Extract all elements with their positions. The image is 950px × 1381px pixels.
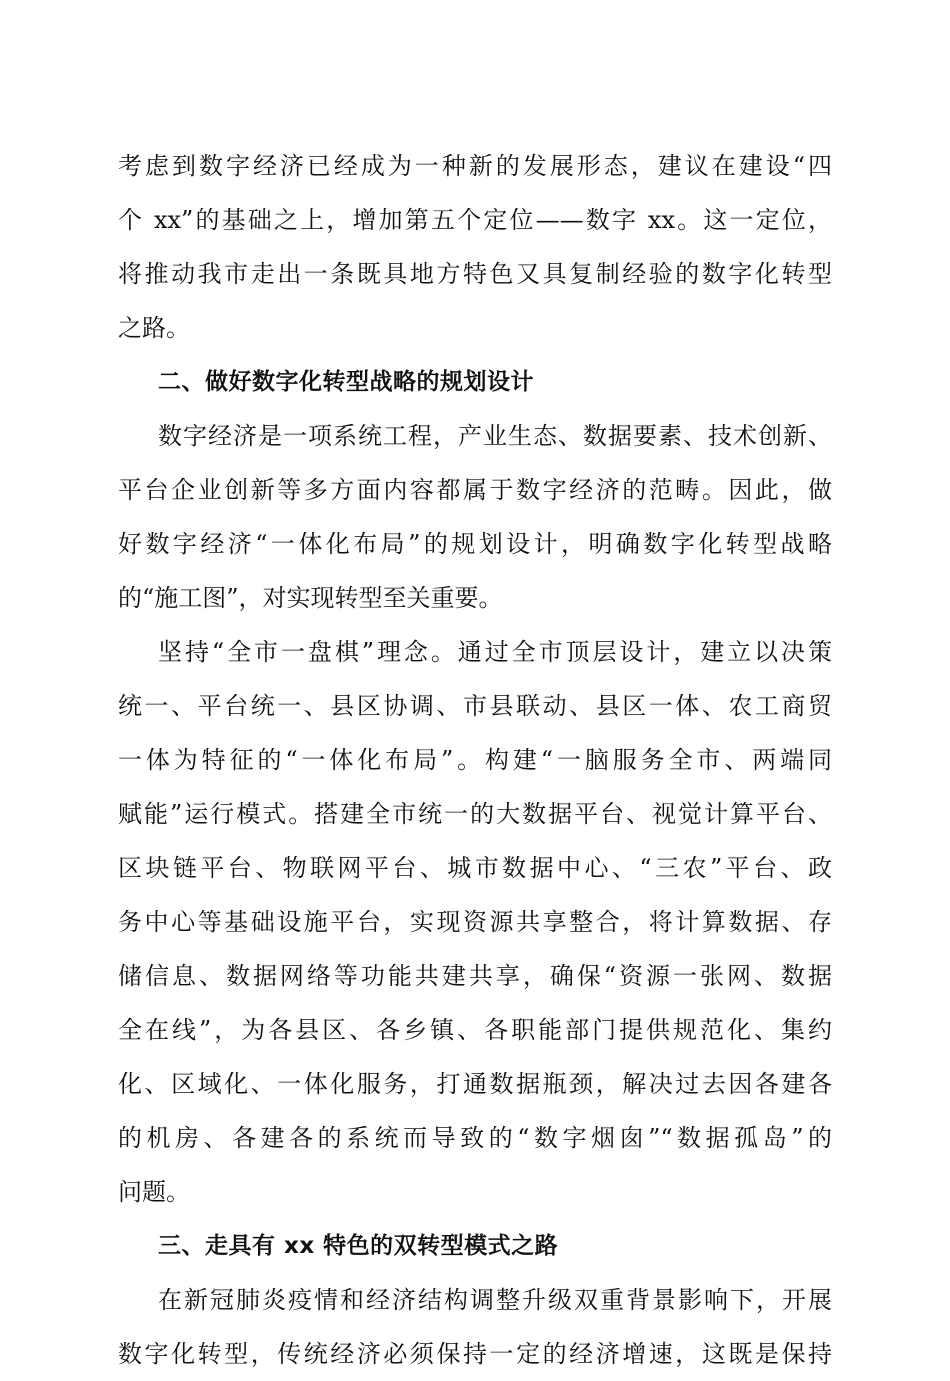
paragraph-line: 储信息、数据网络等功能共建共享，确保“资源一张网、数据 [118,962,832,990]
paragraph-line: 平台企业创新等多方面内容都属于数字经济的范畴。因此，做 [118,476,832,504]
paragraph-line: 数字经济是一项系统工程，产业生态、数据要素、技术创新、 [158,422,832,450]
paragraph-line: 个 xx”的基础之上，增加第五个定位——数字 xx。这一定位， [118,206,832,234]
paragraph-line: 之路。 [118,314,190,342]
paragraph-line: 区块链平台、物联网平台、城市数据中心、“三农”平台、政 [118,854,832,882]
paragraph-line: 的“施工图”，对实现转型至关重要。 [118,584,503,612]
paragraph-line: 化、区域化、一体化服务，打通数据瓶颈，解决过去因各建各 [118,1070,832,1098]
section-heading-3: 三、走具有 xx 特色的双转型模式之路 [158,1233,559,1259]
paragraph-line: 务中心等基础设施平台，实现资源共享整合，将计算数据、存 [118,908,832,936]
section-heading-2: 二、做好数字化转型战略的规划设计 [158,369,534,395]
paragraph-line: 赋能”运行模式。搭建全市统一的大数据平台、视觉计算平台、 [118,800,832,828]
paragraph-line: 的机房、各建各的系统而导致的“数字烟囱”“数据孤岛”的 [118,1124,832,1152]
paragraph-line: 数字化转型，传统经济必须保持一定的经济增速，这既是保持 [118,1340,832,1368]
paragraph-line: 问题。 [118,1178,190,1206]
document-body [118,139,832,1381]
paragraph-line: 统一、平台统一、县区协调、市县联动、县区一体、农工商贸 [118,692,832,720]
paragraph-line: 坚持“全市一盘棋”理念。通过全市顶层设计，建立以决策 [158,638,832,666]
paragraph-line: 一体为特征的“一体化布局”。构建“一脑服务全市、两端同 [118,746,832,774]
paragraph-line: 好数字经济“一体化布局”的规划设计，明确数字化转型战略 [118,530,832,558]
paragraph-line: 将推动我市走出一条既具地方特色又具复制经验的数字化转型 [118,260,832,288]
paragraph-line: 在新冠肺炎疫情和经济结构调整升级双重背景影响下，开展 [158,1286,832,1314]
paragraph-line: 考虑到数字经济已经成为一种新的发展形态，建议在建设“四 [118,152,832,180]
paragraph-line: 全在线”，为各县区、各乡镇、各职能部门提供规范化、集约 [118,1016,832,1044]
